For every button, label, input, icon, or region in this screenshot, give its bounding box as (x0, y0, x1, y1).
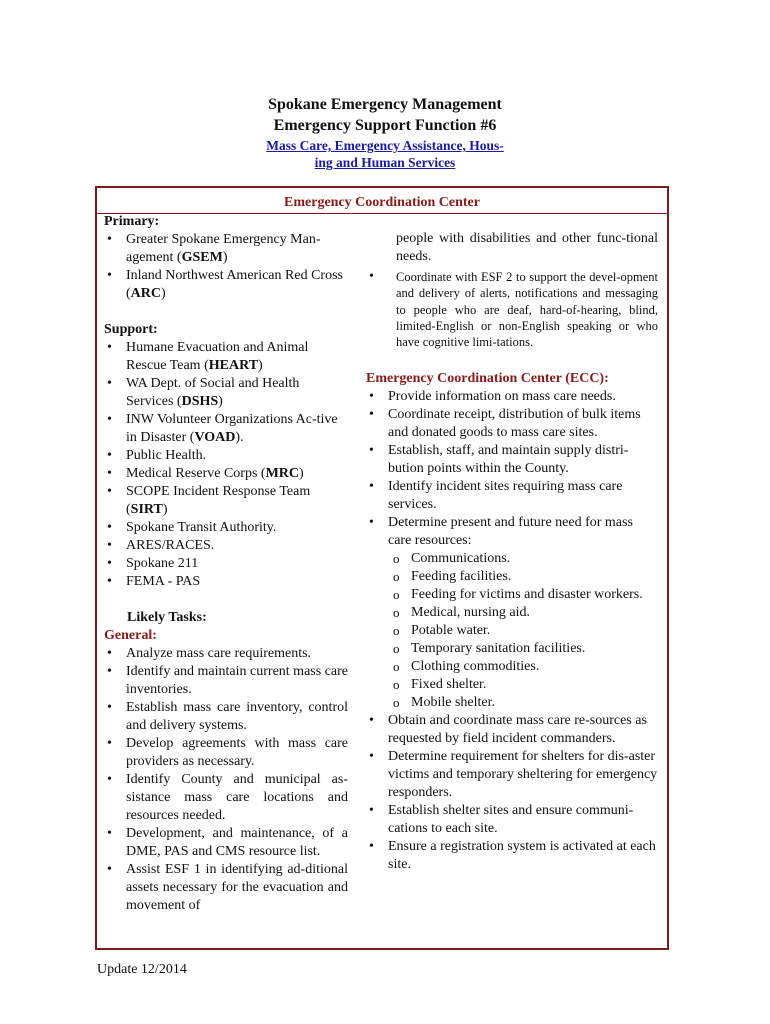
sublist-item: o Potable water. (366, 622, 658, 640)
list-item: • Obtain and coordinate mass care re-sources as requested by field incident commanders. (366, 712, 658, 748)
list-item: • Identify and maintain current mass care inventories. (104, 663, 348, 699)
list-item: • Establish, staff, and maintain supply distri-bution points within the County. (366, 442, 658, 478)
update-footer: Update 12/2014 (97, 962, 187, 977)
sublist-item: o Temporary sanitation facilities. (366, 640, 658, 658)
list-item: • Determine requirement for shelters for dis-aster victims and temporary sheltering for emergency responders. (366, 748, 658, 802)
left-column (104, 213, 348, 915)
sublist-item: o Medical, nursing aid. (366, 604, 658, 622)
document-title: Spokane Emergency Management (268, 96, 502, 113)
right-column (366, 230, 658, 874)
list-item: • INW Volunteer Organizations Ac-tive in Disaster (VOAD). (104, 411, 348, 447)
list-item: • Greater Spokane Emergency Man-agement (GSEM) (104, 231, 348, 267)
list-item: • Identify County and municipal as-sistance mass care locations and resources needed. (104, 771, 348, 825)
list-item: • Spokane 211 (104, 555, 348, 573)
general-heading: General: (104, 628, 157, 643)
list-item: • Development, and maintenance, of a DME, PAS and CMS resource list. (104, 825, 348, 861)
sublist-item: o Feeding for victims and disaster workers. (366, 586, 658, 604)
esf2-list (366, 269, 658, 350)
list-item: • Develop agreements with mass care providers as necessary. (104, 735, 348, 771)
list-item: • SCOPE Incident Response Team (SIRT) (104, 483, 348, 519)
list-item: • Analyze mass care requirements. (104, 645, 348, 663)
document-title-function: Emergency Support Function #6 (273, 117, 497, 134)
list-item: • Identify incident sites requiring mass care services. (366, 478, 658, 514)
list-item: • Medical Reserve Corps (MRC) (104, 465, 348, 483)
document-subtitle: Mass Care, Emergency Assistance, Hous- (266, 138, 504, 153)
list-item: • Spokane Transit Authority. (104, 519, 348, 537)
ecc-heading: Emergency Coordination Center (ECC): (366, 371, 609, 387)
list-item: • Determine present and future need for mass care resources: o Communications. o Feeding facilities. o Feeding for victims and disaster workers. o Medical, nursing aid. o Potable water. o Temporary sanitation facilities. o Clothing commodities. o Fixed shelter. o Mobile shelter. (366, 514, 658, 712)
document-subtitle-continued: ing and Human Services (314, 155, 456, 170)
list-item: • Humane Evacuation and Animal Rescue Team (HEART) (104, 339, 348, 375)
list-item: • Establish mass care inventory, control and delivery systems. (104, 699, 348, 735)
list-item: • Coordinate receipt, distribution of bulk items and donated goods to mass care sites. (366, 406, 658, 442)
support-list (104, 339, 348, 591)
list-item: • Coordinate with ESF 2 to support the devel-opment and delivery of alerts, notifications and messaging to people who are deaf, hard-of-hearing, blind, limited-English or non-English speaking or who have cognitive limi-tations. (366, 269, 658, 350)
table-header: Emergency Coordination Center (97, 188, 667, 214)
list-item: • Ensure a registration system is activated at each site. (366, 838, 658, 874)
primary-list (104, 231, 348, 303)
primary-heading: Primary: (104, 214, 160, 229)
list-item: • WA Dept. of Social and Health Services (DSHS) (104, 375, 348, 411)
support-heading: Support: (104, 322, 158, 337)
sublist-item: o Clothing commodities. (366, 658, 658, 676)
sublist-item: o Feeding facilities. (366, 568, 658, 586)
list-item: • Public Health. (104, 447, 348, 465)
list-item: • Provide information on mass care needs. (366, 388, 658, 406)
list-item: • FEMA - PAS (104, 573, 348, 591)
list-item: • Assist ESF 1 in identifying ad-ditional assets necessary for the evacuation and movement of (104, 861, 348, 915)
sublist-item: o Fixed shelter. (366, 676, 658, 694)
general-list (104, 645, 348, 915)
list-item: • Establish shelter sites and ensure communi-cations to each site. (366, 802, 658, 838)
sublist-item: o Communications. (366, 550, 658, 568)
list-item: • Inland Northwest American Red Cross (ARC) (104, 267, 348, 303)
sublist-item: o Mobile shelter. (366, 694, 658, 712)
ecc-list (366, 388, 658, 874)
list-item: • ARES/RACES. (104, 537, 348, 555)
likely-tasks-heading: Likely Tasks: (127, 610, 207, 625)
continued-text: people with disabilities and other func-tional needs. (396, 231, 658, 264)
resource-sublist (366, 550, 658, 712)
